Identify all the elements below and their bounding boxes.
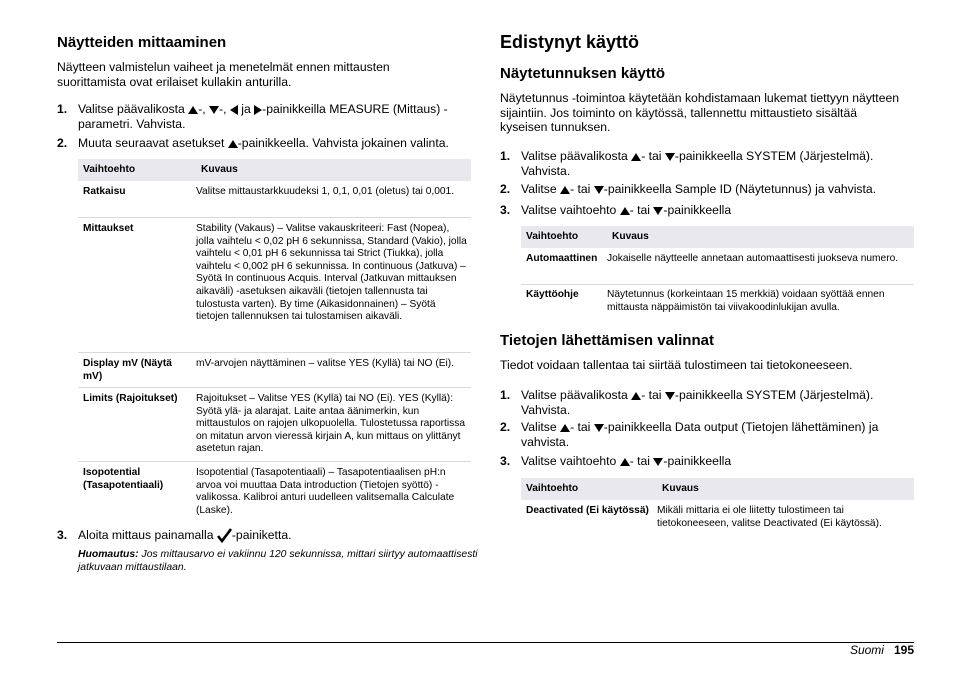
step-text: Valitse päävalikosta — [521, 149, 632, 163]
section-heading-sample-id: Näytetunnuksen käyttö — [500, 65, 666, 82]
step-number: 1. — [57, 102, 68, 116]
table-row — [78, 218, 471, 353]
table-header-description: Kuvaus — [196, 159, 471, 181]
step-text: - tai — [629, 203, 654, 217]
step-text: -painikkeella Data output (Tietojen lähettäminen) ja vahvista. — [521, 420, 879, 449]
step-text: Valitse päävalikosta — [521, 388, 632, 402]
table-row — [78, 353, 471, 388]
page-title: Edistynyt käyttö — [500, 32, 640, 52]
up-arrow-icon — [631, 392, 641, 400]
step-text: -painikkeella — [663, 454, 732, 468]
step-3 — [500, 454, 914, 469]
section-heading-measuring: Näytteiden mittaaminen — [57, 34, 227, 51]
step-3 — [500, 203, 914, 218]
table-row — [78, 181, 471, 218]
right-arrow-icon — [254, 105, 262, 115]
step-text: -painikkeella SYSTEM (Järjestelmä). Vahvista. — [521, 388, 874, 417]
step-text: - tai — [629, 454, 654, 468]
option-description: mV-arvojen näyttäminen – valitse YES (Kyllä) tai NO (Ei). — [196, 353, 471, 388]
option-description: Isopotential (Tasapotentiaali) – Tasapotentiaalisen pH:n arvoa voi muuttaa Data introduction (Tietojen syöttö) -valikossa. Kalibroi anturi uudelleen valitsemalla Calculate (Laske). — [196, 462, 471, 518]
step-text: Aloita mittaus painamalla — [78, 528, 217, 542]
measure-options-table — [78, 159, 471, 517]
option-name: Isopotential (Tasapotentiaali) — [78, 462, 196, 518]
step-number: 3. — [57, 528, 68, 542]
step-text: Muuta seuraavat asetukset — [78, 136, 228, 150]
step-text: -painikkeella — [663, 203, 732, 217]
up-arrow-icon — [620, 207, 630, 215]
sample-id-options-table — [521, 226, 914, 317]
footer-divider — [57, 642, 914, 643]
table-row — [521, 285, 914, 318]
step-text: -, — [219, 102, 230, 116]
step-text: - tai — [641, 388, 665, 402]
step-text: - tai — [570, 182, 594, 196]
up-arrow-icon — [228, 140, 238, 148]
down-arrow-icon — [594, 186, 604, 194]
step-text: Valitse — [521, 420, 561, 434]
table-header-option: Vaihtoehto — [521, 478, 657, 500]
up-arrow-icon — [188, 106, 198, 114]
up-arrow-icon — [560, 186, 570, 194]
left-arrow-icon — [230, 105, 238, 115]
step-number: 1. — [500, 388, 511, 402]
step-number: 1. — [500, 149, 511, 163]
option-name: Deactivated (Ei käytössä) — [526, 505, 649, 516]
down-arrow-icon — [209, 106, 219, 114]
step-text: Valitse vaihtoehto — [521, 203, 620, 217]
up-arrow-icon — [631, 153, 641, 161]
up-arrow-icon — [560, 424, 570, 432]
down-arrow-icon — [594, 424, 604, 432]
table-header-description: Kuvaus — [657, 478, 914, 500]
step-text: Valitse päävalikosta — [78, 102, 189, 116]
down-arrow-icon — [665, 153, 675, 161]
option-description: Stability (Vakaus) – Valitse vakauskriteeri: Fast (Nopea), jolla vaihtelu < 0,02 pH 6 sekunnissa, Standard (Vakio), jolla vaihtelu < 0,01 pH 6 sekunnissa tai Strict (Tiukka), jolla vaihtelu < 0,002 pH 6 sekunnissa. In continuous (Jatkuva) – Syötä In continuous Acquis. Interval (Jatkuvan mittauksen aikaväli) -asetuksen aikaväli (tietojen tallennusta tai tulostusta varten). By time (Aikasidonnainen) – Syötä tietojen tallennuksen tai tulostamisen aikaväli. — [196, 218, 471, 353]
option-name: Ratkaisu — [83, 186, 126, 197]
step-2 — [57, 136, 471, 151]
table-header-description: Kuvaus — [607, 226, 914, 248]
table-header-row — [521, 478, 914, 500]
step-1 — [500, 388, 914, 417]
step-text: Valitse — [521, 182, 561, 196]
option-description: Näytetunnus (korkeintaan 15 merkkiä) voidaan syöttää ennen mittausta näppäimistön tai viivakoodinlukijan avulla. — [607, 285, 914, 318]
up-arrow-icon — [620, 458, 630, 466]
step-number: 2. — [500, 420, 511, 434]
step-text: -painikkeella Sample ID (Näytetunnus) ja vahvista. — [603, 182, 877, 196]
section-heading-data-output: Tietojen lähettämisen valinnat — [500, 332, 714, 349]
sample-id-intro: Näytetunnus -toimintoa käytetään kohdistamaan lukemat tiettyyn näytteen sijaintiin. Jos toiminto on käytössä, tallennettu mittaustieto sisältää kyseisen tunnuksen. — [500, 91, 900, 134]
table-row — [78, 388, 471, 462]
step-1 — [500, 149, 914, 178]
table-header-option: Vaihtoehto — [521, 226, 607, 248]
step-number: 3. — [500, 203, 511, 217]
down-arrow-icon — [665, 392, 675, 400]
table-header-row — [521, 226, 914, 248]
step-text: - tai — [570, 420, 594, 434]
step-2 — [500, 182, 914, 197]
option-name: Käyttöohje — [521, 285, 607, 318]
step-number: 3. — [500, 454, 511, 468]
data-output-options-table — [521, 478, 914, 545]
page-number: 195 — [893, 643, 914, 657]
option-name: Display mV (Näytä mV) — [78, 353, 196, 388]
table-row — [521, 248, 914, 285]
step-text: -painikkeella SYSTEM (Järjestelmä). Vahvista. — [521, 149, 874, 178]
note — [78, 548, 478, 574]
step-3 — [57, 528, 471, 543]
note-label: Huomautus: — [78, 549, 139, 560]
step-text: - tai — [641, 149, 665, 163]
footer-language: Suomi — [849, 643, 884, 657]
step-text: -painikkeella. Vahvista jokainen valinta. — [237, 136, 449, 150]
table-header-option: Vaihtoehto — [78, 159, 196, 181]
step-text: -painiketta. — [231, 528, 292, 542]
note-text: Jos mittausarvo ei vakiinnu 120 sekunnissa, mittari siirtyy automaattisesti jatkuvaan mittaustilaan. — [78, 549, 478, 573]
step-text: -, — [198, 102, 210, 116]
option-description: Jokaiselle näytteelle annetaan automaattisesti juokseva numero. — [607, 253, 899, 264]
down-arrow-icon — [653, 458, 663, 466]
data-output-intro: Tiedot voidaan tallentaa tai siirtää tulostimeen tai tietokoneeseen. — [500, 358, 853, 372]
option-name: Mittaukset — [78, 218, 196, 353]
step-text: -painikkeilla MEASURE (Mittaus) -parametri. Vahvista. — [78, 102, 448, 131]
option-description: Valitse mittaustarkkuudeksi 1, 0,1, 0,01 (oletus) tai 0,001. — [196, 186, 455, 197]
table-row — [78, 462, 471, 518]
option-name: Automaattinen — [526, 253, 598, 264]
option-name: Limits (Rajoitukset) — [78, 388, 196, 462]
table-header-row — [78, 159, 471, 181]
step-number: 2. — [500, 182, 511, 196]
table-row — [521, 500, 914, 545]
option-description: Rajoitukset – Valitse YES (Kyllä) tai NO (Ei). YES (Kyllä): Syötä ylä- ja alarajat. Laite antaa äänimerkin, kun mittaustulos on rajojen ulkopuolella. Tulostetussa raportissa on mitatun arvon vieressä kirjain A, kun mittaus on ylittänyt asetetun rajan. — [196, 388, 471, 462]
checkmark-icon — [217, 528, 232, 543]
option-description: Mikäli mittaria ei ole liitetty tulostimeen tai tietokoneeseen, valitse Deactivated (Ei käytössä). — [657, 505, 882, 529]
step-text: ja — [237, 102, 255, 116]
down-arrow-icon — [653, 207, 663, 215]
step-text: Valitse vaihtoehto — [521, 454, 620, 468]
intro-paragraph: Näytteen valmistelun vaiheet ja menetelmät ennen mittausten suorittamista ovat erilaiset kullakin anturilla. — [57, 60, 390, 89]
step-1 — [57, 102, 471, 131]
page-footer — [850, 643, 914, 657]
step-2 — [500, 420, 914, 449]
step-number: 2. — [57, 136, 68, 150]
